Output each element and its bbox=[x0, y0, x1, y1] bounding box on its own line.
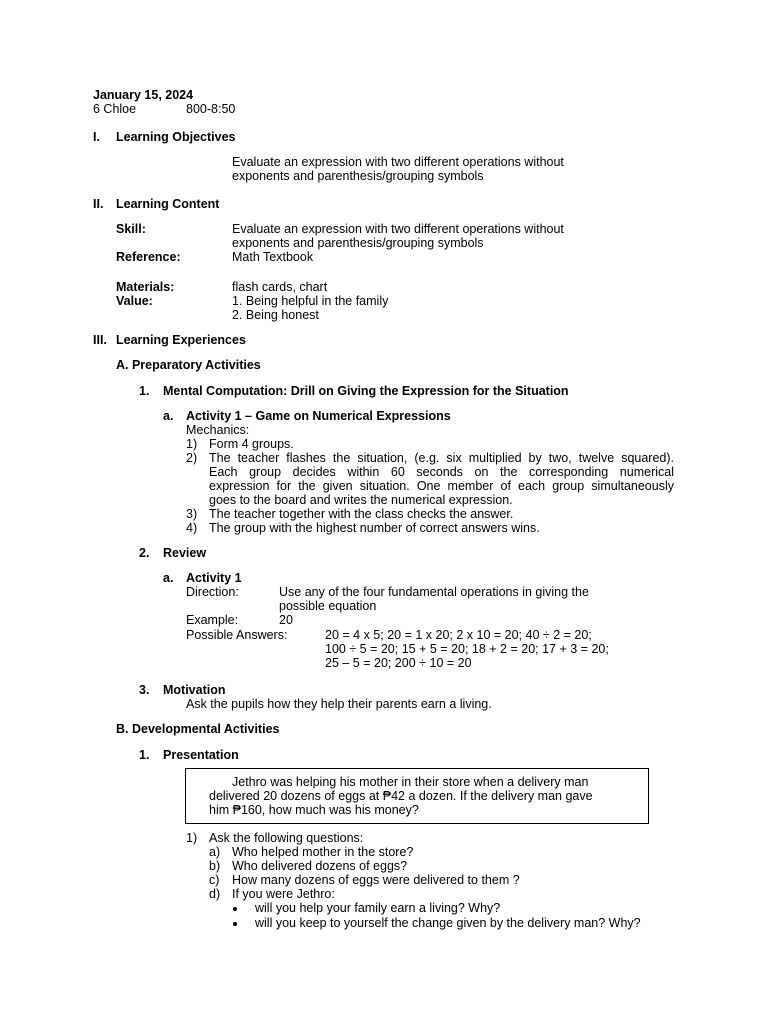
section-number: II. bbox=[93, 197, 104, 211]
item-number: 1. bbox=[139, 384, 150, 398]
step-text: The teacher together with the class checks the answer. bbox=[209, 507, 514, 521]
value-item: 1. Being helpful in the family bbox=[232, 294, 389, 308]
direction-text: Use any of the four fundamental operations in giving the bbox=[279, 585, 589, 599]
activity-title: Activity 1 bbox=[186, 571, 242, 585]
story-line: delivered 20 dozens of eggs at ₱42 a dozen. If the delivery man gave bbox=[209, 789, 593, 803]
answers-line: 100 ÷ 5 = 20; 15 + 5 = 20; 18 + 2 = 20; 17 + 3 = 20; bbox=[325, 642, 609, 656]
story-line: Jethro was helping his mother in their store when a delivery man bbox=[232, 775, 589, 789]
bullet-text: will you help your family earn a living? Why? bbox=[255, 901, 501, 915]
step-text: Form 4 groups. bbox=[209, 437, 294, 451]
question-text: How many dozens of eggs were delivered to them ? bbox=[232, 873, 520, 887]
item-number: 1. bbox=[139, 748, 150, 762]
step-text: Each group decides within 60 seconds on the corresponding numerical bbox=[209, 465, 674, 479]
bullet-icon bbox=[233, 922, 237, 926]
item-number: 3. bbox=[139, 683, 150, 697]
mechanics-label: Mechanics: bbox=[186, 423, 250, 437]
step-number: 3) bbox=[186, 507, 198, 521]
item-title: Mental Computation: Drill on Giving the Expression for the Situation bbox=[163, 384, 569, 398]
example-value: 20 bbox=[279, 613, 293, 627]
bullet-text: will you keep to yourself the change given by the delivery man? Why? bbox=[255, 916, 641, 930]
question-intro: Ask the following questions: bbox=[209, 831, 364, 845]
story-line: him ₱160, how much was his money? bbox=[209, 803, 419, 817]
objective-line: Evaluate an expression with two different operations without bbox=[232, 155, 564, 169]
step-number: 1) bbox=[186, 437, 198, 451]
step-text: expression for the given situation. One member of each group simultaneously bbox=[209, 479, 674, 493]
value-label: Value: bbox=[116, 294, 153, 308]
question-letter: c) bbox=[209, 873, 220, 887]
materials-label: Materials: bbox=[116, 280, 175, 294]
motivation-text: Ask the pupils how they help their parents earn a living. bbox=[186, 697, 492, 711]
question-letter: b) bbox=[209, 859, 221, 873]
direction-label: Direction: bbox=[186, 585, 239, 599]
answers-line: 20 = 4 x 5; 20 = 1 x 20; 2 x 10 = 20; 40 ÷ 2 = 20; bbox=[325, 628, 592, 642]
activity-title: Activity 1 – Game on Numerical Expressions bbox=[186, 409, 451, 423]
item-number: 2. bbox=[139, 546, 150, 560]
section-number: III. bbox=[93, 333, 107, 347]
question-text: Who delivered dozens of eggs? bbox=[232, 859, 408, 873]
answers-line: 25 – 5 = 20; 200 ÷ 10 = 20 bbox=[325, 656, 472, 670]
example-label: Example: bbox=[186, 613, 239, 627]
answers-label: Possible Answers: bbox=[186, 628, 288, 642]
section-title: Learning Content bbox=[116, 197, 220, 211]
question-text: If you were Jethro: bbox=[232, 887, 335, 901]
skill-label: Skill: bbox=[116, 222, 146, 236]
question-text: Who helped mother in the store? bbox=[232, 845, 414, 859]
section-title: Learning Experiences bbox=[116, 333, 246, 347]
activity-letter: a. bbox=[163, 409, 174, 423]
reference-label: Reference: bbox=[116, 250, 181, 264]
question-letter: a) bbox=[209, 845, 221, 859]
step-text: goes to the board and writes the numerical expression. bbox=[209, 493, 513, 507]
item-title: Presentation bbox=[163, 748, 239, 762]
bullet-icon bbox=[233, 907, 237, 911]
skill-line: Evaluate an expression with two different operations without bbox=[232, 222, 564, 236]
question-letter: d) bbox=[209, 887, 221, 901]
subsection-title: A. Preparatory Activities bbox=[116, 358, 261, 372]
direction-text: possible equation bbox=[279, 599, 377, 613]
class-section: 6 Chloe bbox=[93, 102, 137, 116]
skill-line: exponents and parenthesis/grouping symbols bbox=[232, 236, 484, 250]
step-text: The teacher flashes the situation, (e.g. six multiplied by two, twelve squared). bbox=[209, 451, 674, 465]
objective-line: exponents and parenthesis/grouping symbols bbox=[232, 169, 484, 183]
subsection-title: B. Developmental Activities bbox=[116, 722, 280, 736]
value-item: 2. Being honest bbox=[232, 308, 319, 322]
activity-letter: a. bbox=[163, 571, 174, 585]
class-time: 800-8:50 bbox=[186, 102, 236, 116]
lesson-date: January 15, 2024 bbox=[93, 88, 194, 102]
section-title: Learning Objectives bbox=[116, 130, 236, 144]
step-text: The group with the highest number of correct answers wins. bbox=[209, 521, 540, 535]
step-number: 2) bbox=[186, 451, 198, 465]
item-title: Review bbox=[163, 546, 207, 560]
question-number: 1) bbox=[186, 831, 198, 845]
step-number: 4) bbox=[186, 521, 198, 535]
section-number: I. bbox=[93, 130, 100, 144]
materials-value: flash cards, chart bbox=[232, 280, 328, 294]
reference-value: Math Textbook bbox=[232, 250, 314, 264]
item-title: Motivation bbox=[163, 683, 226, 697]
